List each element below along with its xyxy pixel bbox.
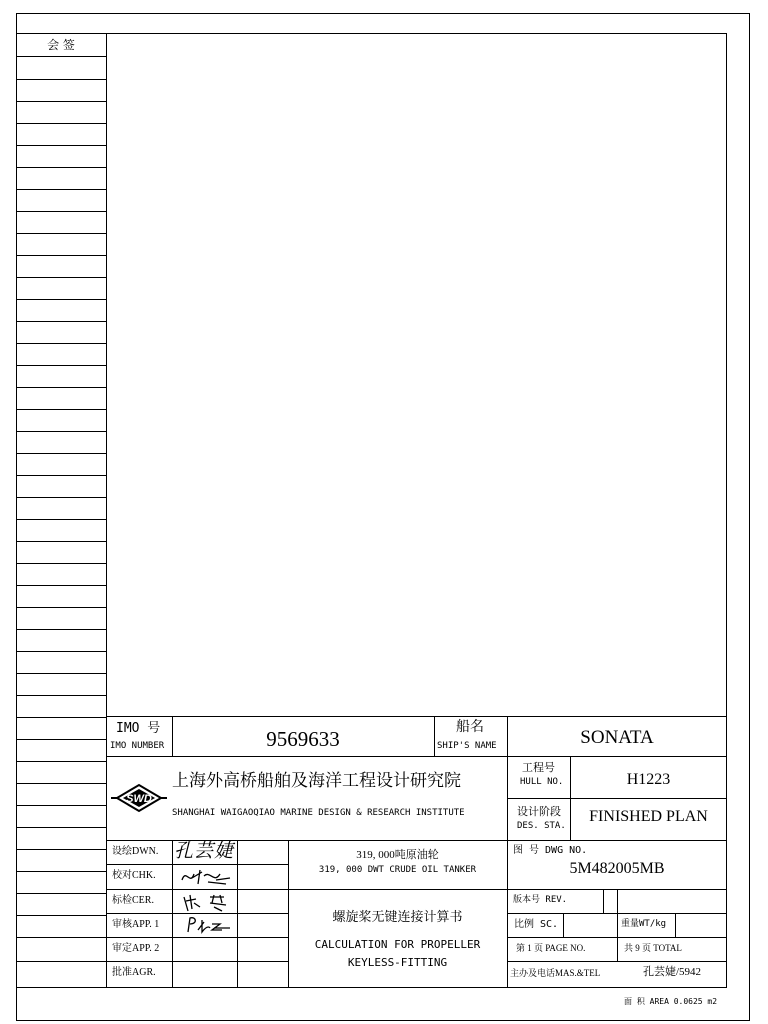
countersign-row-line bbox=[16, 915, 106, 916]
countersign-label: 会 签 bbox=[47, 38, 75, 52]
doc-title-en-2: KEYLESS-FITTING bbox=[347, 956, 448, 969]
countersign-row-line bbox=[16, 475, 106, 476]
countersign-row-line bbox=[16, 563, 106, 564]
countersign-row-line bbox=[16, 585, 106, 586]
countersign-row-line bbox=[16, 695, 106, 696]
countersign-row-line bbox=[16, 717, 106, 718]
countersign-row-line bbox=[16, 189, 106, 190]
countersign-row-line bbox=[16, 101, 106, 102]
cert-label: 标检CER. bbox=[112, 895, 154, 906]
countersign-row-line bbox=[16, 321, 106, 322]
app1-label: 审核APP. 1 bbox=[112, 919, 160, 930]
master-label: 主办及电话MAS.&TEL bbox=[510, 968, 601, 978]
imo-value: 9569633 bbox=[266, 727, 340, 751]
imo-label-en: IMO NUMBER bbox=[110, 741, 165, 751]
swd-logo bbox=[109, 781, 169, 815]
countersign-row-line bbox=[16, 961, 106, 962]
countersign-row-line bbox=[16, 497, 106, 498]
scale-label: 比例 SC. bbox=[514, 919, 559, 930]
countersign-row-line bbox=[16, 123, 106, 124]
checker-signature bbox=[178, 866, 234, 888]
rev-label: 版本号 REV. bbox=[513, 895, 568, 905]
ship-type-cn: 319, 000吨原油轮 bbox=[356, 849, 439, 861]
countersign-row-line bbox=[16, 233, 106, 234]
countersign-row-line bbox=[16, 673, 106, 674]
drawn-signature: 孔芸婕 bbox=[174, 841, 235, 862]
checked-label: 校对CHK. bbox=[112, 870, 156, 881]
countersign-row-line bbox=[16, 56, 106, 57]
dwg-label: 图 号 DWG NO. bbox=[513, 845, 588, 856]
countersign-row-line bbox=[16, 343, 106, 344]
master-value: 孔芸婕/5942 bbox=[642, 966, 702, 978]
countersign-row-line bbox=[16, 761, 106, 762]
countersign-row-line bbox=[16, 79, 106, 80]
imo-label-cn: IMO 号 bbox=[116, 721, 161, 736]
countersign-row-line bbox=[16, 541, 106, 542]
area-note: 面 积 AREA 0.0625 m2 bbox=[624, 997, 718, 1006]
countersign-row-line bbox=[16, 827, 106, 828]
countersign-row-line bbox=[16, 739, 106, 740]
countersign-row-line bbox=[16, 431, 106, 432]
countersign-row-line bbox=[16, 211, 106, 212]
hull-value: H1223 bbox=[626, 771, 671, 788]
ship-name-value: SONATA bbox=[580, 727, 654, 748]
stage-value: FINISHED PLAN bbox=[589, 808, 708, 825]
countersign-row-line bbox=[16, 651, 106, 652]
countersign-row-line bbox=[16, 871, 106, 872]
institute-name-en: SHANGHAI WAIGAOQIAO MARINE DESIGN & RESEARCH INSTITUTE bbox=[172, 808, 465, 818]
countersign-row-line bbox=[16, 277, 106, 278]
countersign-row-line bbox=[16, 607, 106, 608]
countersign-row-line bbox=[16, 255, 106, 256]
swd-logo-icon bbox=[109, 781, 169, 815]
countersign-row-line bbox=[16, 519, 106, 520]
countersign-row-line bbox=[16, 453, 106, 454]
logo-text: SWD bbox=[126, 793, 152, 805]
countersign-row-line bbox=[16, 849, 106, 850]
countersign-row-line bbox=[16, 783, 106, 784]
total-label: 共 9 页 TOTAL bbox=[624, 943, 682, 953]
ship-type-en: 319, 000 DWT CRUDE OIL TANKER bbox=[318, 865, 477, 875]
countersign-row-line bbox=[16, 893, 106, 894]
doc-title-cn: 螺旋桨无键连接计算书 bbox=[332, 909, 463, 924]
institute-name-cn: 上海外高桥船舶及海洋工程设计研究院 bbox=[172, 771, 461, 790]
ship-name-label-en: SHIP'S NAME bbox=[437, 741, 497, 751]
hull-label-cn: 工程号 bbox=[522, 762, 555, 774]
countersign-row-line bbox=[16, 805, 106, 806]
app1-signature bbox=[184, 914, 234, 936]
page-label: 第 1 页 PAGE NO. bbox=[516, 943, 586, 953]
countersign-row-line bbox=[16, 299, 106, 300]
countersign-row-line bbox=[16, 937, 106, 938]
stage-label-cn: 设计阶段 bbox=[517, 806, 561, 818]
countersign-row-line bbox=[16, 409, 106, 410]
weight-label: 重量WT/kg bbox=[621, 919, 667, 929]
countersign-row-line bbox=[16, 145, 106, 146]
agr-label: 批准AGR. bbox=[112, 967, 156, 978]
stage-label-en: DES. STA. bbox=[517, 821, 566, 831]
countersign-row-line bbox=[16, 387, 106, 388]
drawn-label: 设绘DWN. bbox=[112, 846, 159, 857]
countersign-row-line bbox=[16, 629, 106, 630]
cert-signature bbox=[180, 891, 234, 913]
ship-name-label-cn: 船名 bbox=[456, 720, 484, 735]
countersign-row-line bbox=[16, 167, 106, 168]
doc-title-en-1: CALCULATION FOR PROPELLER bbox=[314, 938, 481, 951]
hull-label-en: HULL NO. bbox=[520, 777, 564, 787]
dwg-value: 5M482005MB bbox=[569, 860, 665, 877]
app2-label: 审定APP. 2 bbox=[112, 943, 160, 954]
countersign-row-line bbox=[16, 365, 106, 366]
